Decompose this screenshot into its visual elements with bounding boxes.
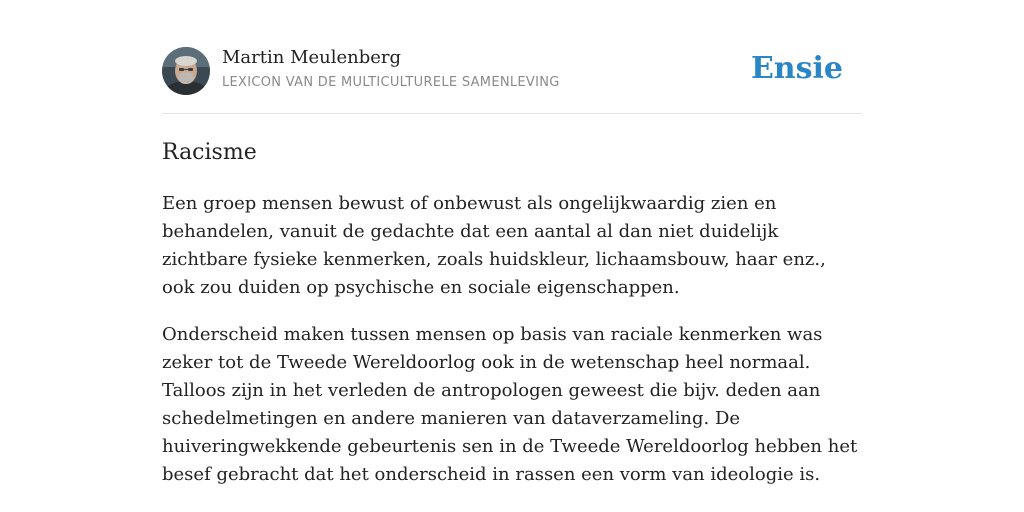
entry-card — [162, 0, 862, 485]
author-name[interactable]: Martin Meulenberg — [222, 47, 402, 68]
entry-paragraph: Onderscheid maken tussen mensen op basis van raciale kenmerken was zeker tot de Tweede Wereldoorlog ook in de wetenschap heel normaal. Talloos zijn in het verleden de antropologen geweest die bijv. deden aan schedelmetingen en andere manieren van dataverzameling. De huiveringwekkende gebeurtenis sen in de Tweede Wereldoorlog hebben het besef gebracht dat het onderscheid in rassen een vorm van ideologie is. — [162, 324, 858, 485]
avatar-photo — [162, 47, 210, 95]
entry-title: Racisme — [162, 140, 257, 165]
author-lexicon[interactable]: LEXICON VAN DE MULTICULTURELE SAMENLEVING — [222, 75, 560, 90]
entry-header — [162, 0, 862, 114]
ensie-logo[interactable]: Ensie — [750, 51, 843, 86]
entry-paragraph: Een groep mensen bewust of onbewust als ongelijkwaardig zien en behandelen, vanuit de gedachte dat een aantal al dan niet duidelijk zichtbare fysieke kenmerken, zoals huidskleur, lichaamsbouw, haar enz., ook zou duiden op psychische en sociale eigenschappen. — [162, 193, 826, 298]
author-avatar[interactable] — [162, 47, 210, 95]
